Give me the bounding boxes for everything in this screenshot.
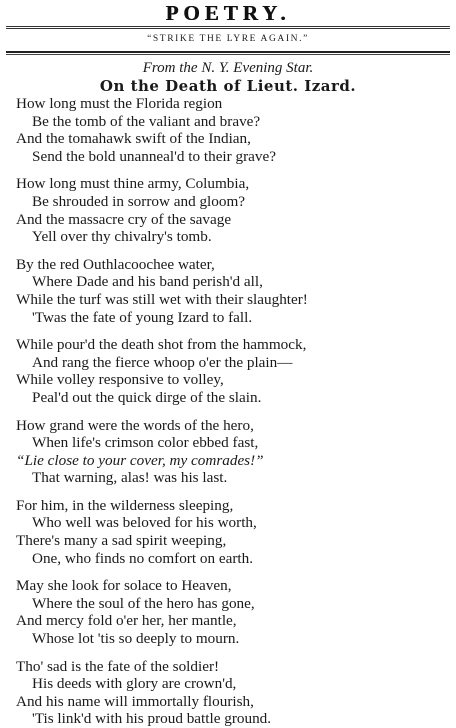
divider <box>6 51 450 55</box>
poem-line: There's many a sad spirit weeping, <box>16 532 227 550</box>
poem-line: By the red Outhlacoochee water, <box>16 255 215 273</box>
divider <box>6 26 450 29</box>
poem-line: May she look for solace to Heaven, <box>16 577 232 595</box>
stanza <box>16 658 456 728</box>
poem-line: How grand were the words of the hero, <box>16 416 254 434</box>
poem-line: His deeds with glory are crown'd, <box>32 675 237 693</box>
poem-line: “Lie close to your cover, my comrades!” <box>16 451 264 469</box>
poem-line: That warning, alas! was his last. <box>32 469 228 487</box>
stanza <box>16 175 456 245</box>
stanza <box>16 497 456 567</box>
poem-line: And the tomahawk swift of the Indian, <box>16 130 251 148</box>
poem-line: And his name will immortally flourish, <box>16 692 254 710</box>
poem-body <box>16 95 456 728</box>
section-motto: “STRIKE THE LYRE AGAIN.” <box>147 34 309 44</box>
poem-line: Where the soul of the hero has gone, <box>32 594 255 612</box>
poem-line: When life's crimson color ebbed fast, <box>32 434 259 452</box>
poem-line: Where Dade and his band perish'd all, <box>32 273 263 291</box>
poem-line: Be the tomb of the valiant and brave? <box>32 112 261 130</box>
poem-line: And mercy fold o'er her, her mantle, <box>16 612 237 630</box>
section-title: POETRY. <box>165 1 291 25</box>
poem-source: From the N. Y. Evening Star. <box>142 60 314 76</box>
poem-line: Tho' sad is the fate of the soldier! <box>16 657 220 675</box>
poem-line: One, who finds no comfort on earth. <box>32 549 254 567</box>
poem-line: While the turf was still wet with their slaughter! <box>16 290 308 308</box>
poem-line: And rang the fierce whoop o'er the plain— <box>32 353 293 371</box>
poem-line: Be shrouded in sorrow and gloom? <box>32 192 246 210</box>
poem-line: While pour'd the death shot from the hammock, <box>16 336 307 354</box>
stanza <box>16 256 456 326</box>
poem-line: For him, in the wilderness sleeping, <box>16 496 234 514</box>
poem-line: And the massacre cry of the savage <box>16 210 232 228</box>
poem-line: Peal'd out the quick dirge of the slain. <box>32 388 262 406</box>
poem-line: How long must thine army, Columbia, <box>16 175 250 193</box>
stanza <box>16 95 456 165</box>
stanza <box>16 577 456 647</box>
poem-line: Who well was beloved for his worth, <box>32 514 257 532</box>
poem-line: Yell over thy chivalry's tomb. <box>32 228 212 246</box>
poem-line: Whose lot 'tis so deeply to mourn. <box>32 630 240 648</box>
poem-line: 'Twas the fate of young Izard to fall. <box>32 308 253 326</box>
stanza <box>16 417 456 487</box>
poem-line: Send the bold unanneal'd to their grave? <box>32 147 276 165</box>
poem-line: 'Tis link'd with his proud battle ground. <box>32 710 272 728</box>
poem-line: While volley responsive to volley, <box>16 371 224 389</box>
newspaper-column <box>0 2 456 728</box>
stanza <box>16 336 456 406</box>
poem-line: How long must the Florida region <box>16 95 223 112</box>
poem-title: On the Death of Lieut. Izard. <box>99 77 357 95</box>
